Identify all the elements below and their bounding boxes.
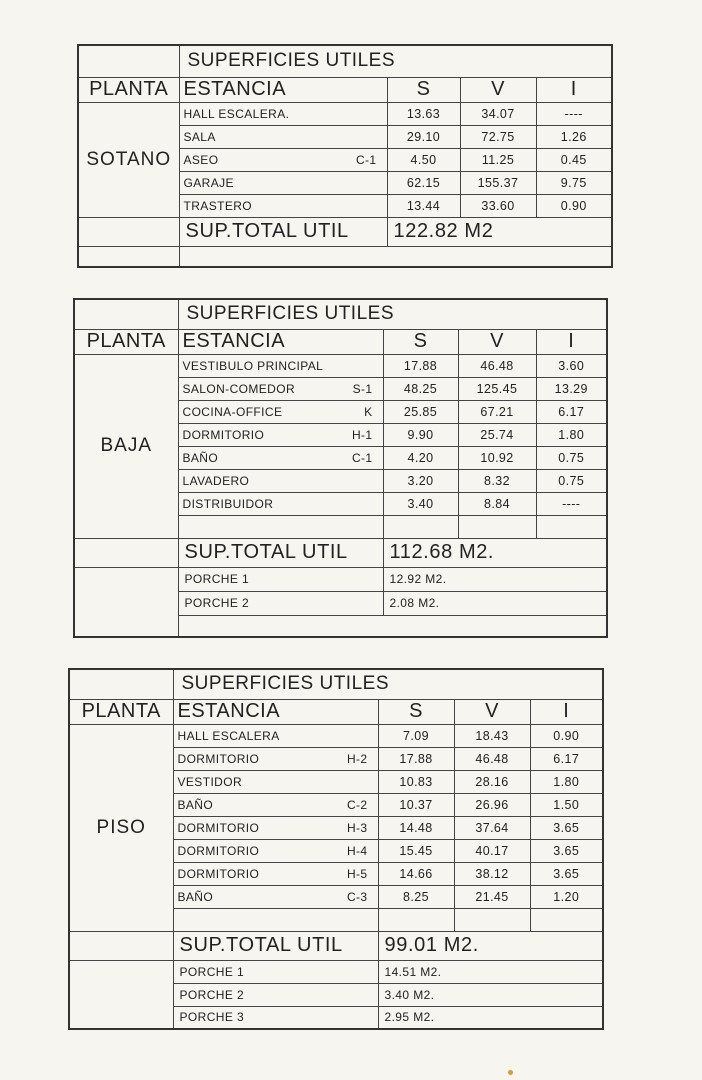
s-value: 10.37 [378,793,454,816]
estancia-cell: DORMITORIO H-2 [173,747,378,770]
s-value: 7.09 [378,724,454,747]
total-label: SUP.TOTAL UTIL [173,931,378,960]
porche-label: PORCHE 2 [178,591,383,615]
i-value: ---- [536,102,612,125]
header-i: I [536,329,607,354]
porche-label: PORCHE 1 [178,567,383,591]
i-value: 0.90 [530,724,603,747]
s-value: 8.25 [378,885,454,908]
estancia-cell: HALL ESCALERA [173,724,378,747]
s-value: 4.50 [387,148,460,171]
estancia-cell: DORMITORIO H-1 [178,423,383,446]
planta-name: PISO [69,724,173,931]
estancia-cell: TRASTERO [179,194,387,217]
v-value: 18.43 [454,724,530,747]
i-value: 3.65 [530,862,603,885]
i-value: 6.17 [530,747,603,770]
i-value: 9.75 [536,171,612,194]
s-value: 25.85 [383,400,458,423]
estancia-cell: COCINA-OFFICE K [178,400,383,423]
stain-dot [508,1070,513,1075]
estancia-cell: DORMITORIO H-3 [173,816,378,839]
porche-value: 3.40 M2. [378,983,603,1006]
v-value: 46.48 [458,354,536,377]
v-value: 40.17 [454,839,530,862]
header-v: V [460,77,536,102]
i-value: 1.80 [536,423,607,446]
header-s: S [387,77,460,102]
v-value: 28.16 [454,770,530,793]
estancia-cell: GARAJE [179,171,387,194]
i-value: 0.75 [536,469,607,492]
header-v: V [454,699,530,724]
i-value: 0.45 [536,148,612,171]
s-value: 14.66 [378,862,454,885]
s-value: 15.45 [378,839,454,862]
v-value: 25.74 [458,423,536,446]
total-label: SUP.TOTAL UTIL [179,217,387,246]
i-value: ---- [536,492,607,515]
i-value: 1.50 [530,793,603,816]
v-value: 26.96 [454,793,530,816]
header-estancia: ESTANCIA [173,699,378,724]
header-planta: PLANTA [78,77,179,102]
i-value: 0.90 [536,194,612,217]
header-i: I [536,77,612,102]
estancia-cell: BAÑO C-2 [173,793,378,816]
s-value: 48.25 [383,377,458,400]
v-value: 11.25 [460,148,536,171]
v-value: 21.45 [454,885,530,908]
total-value: 99.01 M2. [378,931,603,960]
i-value: 6.17 [536,400,607,423]
total-value: 112.68 M2. [383,538,607,567]
table-title: SUPERFICIES UTILES [178,299,607,329]
estancia-cell: BAÑO C-3 [173,885,378,908]
planta-name: SOTANO [78,102,179,217]
table-title: SUPERFICIES UTILES [179,45,612,77]
header-v: V [458,329,536,354]
porche-value: 2.95 M2. [378,1006,603,1029]
v-value: 34.07 [460,102,536,125]
estancia-cell: VESTIBULO PRINCIPAL [178,354,383,377]
estancia-cell: DORMITORIO H-5 [173,862,378,885]
porche-label: PORCHE 1 [173,960,378,983]
v-value: 8.84 [458,492,536,515]
total-label: SUP.TOTAL UTIL [178,538,383,567]
estancia-cell: SALA [179,125,387,148]
s-value: 62.15 [387,171,460,194]
i-value: 3.65 [530,816,603,839]
porche-value: 14.51 M2. [378,960,603,983]
porche-label: PORCHE 2 [173,983,378,1006]
header-s: S [378,699,454,724]
estancia-cell: SALON-COMEDOR S-1 [178,377,383,400]
header-planta: PLANTA [69,699,173,724]
estancia-cell: HALL ESCALERA. [179,102,387,125]
estancia-cell: VESTIDOR [173,770,378,793]
estancia-cell: BAÑO C-1 [178,446,383,469]
v-value: 38.12 [454,862,530,885]
s-value: 14.48 [378,816,454,839]
estancia-cell: LAVADERO [178,469,383,492]
v-value: 155.37 [460,171,536,194]
v-value: 72.75 [460,125,536,148]
porche-value: 12.92 M2. [383,567,607,591]
i-value: 3.65 [530,839,603,862]
header-planta: PLANTA [74,329,178,354]
header-estancia: ESTANCIA [179,77,387,102]
v-value: 10.92 [458,446,536,469]
i-value: 0.75 [536,446,607,469]
s-value: 3.40 [383,492,458,515]
sotano-table [77,44,613,268]
s-value: 29.10 [387,125,460,148]
i-value: 3.60 [536,354,607,377]
i-value: 1.26 [536,125,612,148]
s-value: 13.44 [387,194,460,217]
porche-value: 2.08 M2. [383,591,607,615]
porche-label: PORCHE 3 [173,1006,378,1029]
header-estancia: ESTANCIA [178,329,383,354]
s-value: 13.63 [387,102,460,125]
v-value: 8.32 [458,469,536,492]
s-value: 9.90 [383,423,458,446]
i-value: 13.29 [536,377,607,400]
v-value: 67.21 [458,400,536,423]
s-value: 4.20 [383,446,458,469]
s-value: 3.20 [383,469,458,492]
estancia-cell: ASEO C-1 [179,148,387,171]
piso-table [68,668,604,1030]
i-value: 1.20 [530,885,603,908]
v-value: 125.45 [458,377,536,400]
header-i: I [530,699,603,724]
v-value: 33.60 [460,194,536,217]
v-value: 46.48 [454,747,530,770]
s-value: 17.88 [383,354,458,377]
header-s: S [383,329,458,354]
v-value: 37.64 [454,816,530,839]
planta-name: BAJA [74,354,178,538]
s-value: 10.83 [378,770,454,793]
total-value: 122.82 M2 [387,217,612,246]
table-title: SUPERFICIES UTILES [173,669,603,699]
s-value: 17.88 [378,747,454,770]
estancia-cell: DORMITORIO H-4 [173,839,378,862]
baja-table [73,298,608,638]
i-value: 1.80 [530,770,603,793]
estancia-cell: DISTRIBUIDOR [178,492,383,515]
